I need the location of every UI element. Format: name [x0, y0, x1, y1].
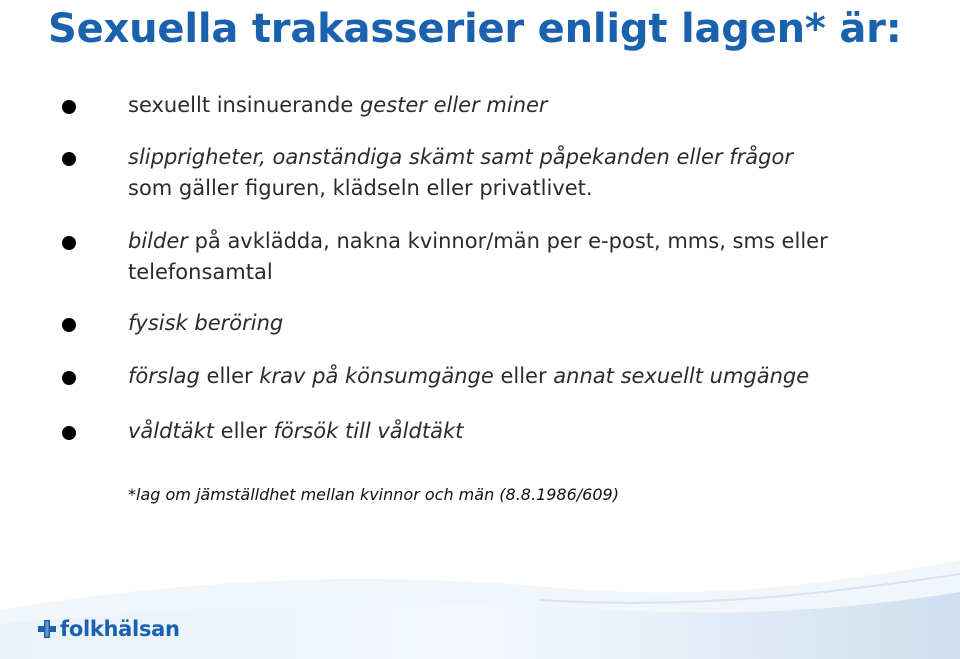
logo-text: folkhälsan: [60, 617, 180, 641]
text-segment: eller: [199, 364, 260, 388]
bullet-dot-icon: [62, 152, 76, 166]
text-segment: sexuellt insinuerande: [128, 93, 360, 117]
text-segment: annat sexuellt umgänge: [553, 364, 810, 388]
slide-title: Sexuella trakasserier enligt lagen* är:: [48, 6, 902, 52]
bullet-line: [128, 257, 938, 288]
bullet-line: [128, 90, 938, 121]
bullet-text: [128, 361, 938, 392]
bullet-dot-icon: [62, 318, 76, 332]
bullet-text: [128, 308, 938, 339]
text-segment: telefonsamtal: [128, 260, 273, 284]
bullet-dot-icon: [62, 236, 76, 250]
footnote: *lag om jämställdhet mellan kvinnor och män (8.8.1986/609): [128, 485, 619, 504]
bullet-dot-icon: [62, 426, 76, 440]
bullet-line: [128, 416, 938, 447]
text-segment: våldtäkt: [128, 419, 214, 443]
text-segment: på avklädda, nakna kvinnor/män per e-post, mms, sms eller: [187, 229, 828, 253]
text-segment: som gäller figuren, klädseln eller privatlivet.: [128, 176, 593, 200]
text-segment: gester eller miner: [359, 93, 548, 117]
bullet-line: [128, 142, 938, 173]
bullet-line: [128, 226, 938, 257]
bullet-text: [128, 226, 938, 288]
cross-icon: [38, 620, 56, 638]
bullet-line: [128, 361, 938, 392]
folkhalsan-logo: [38, 616, 180, 642]
text-segment: eller: [493, 364, 554, 388]
bullet-dot-icon: [62, 371, 76, 385]
text-segment: slipprigheter, oanständiga skämt samt påpekanden eller frågor: [128, 145, 793, 169]
text-segment: fysisk beröring: [128, 311, 284, 335]
bullet-line: [128, 308, 938, 339]
bullet-dot-icon: [62, 100, 76, 114]
text-segment: krav på könsumgänge: [259, 364, 494, 388]
text-segment: förslag: [128, 364, 200, 388]
bullet-line: [128, 173, 938, 204]
bullet-text: [128, 142, 938, 204]
bullet-text: [128, 90, 938, 121]
text-segment: eller: [213, 419, 274, 443]
bullet-text: [128, 416, 938, 447]
text-segment: försök till våldtäkt: [273, 419, 464, 443]
text-segment: bilder: [128, 229, 188, 253]
